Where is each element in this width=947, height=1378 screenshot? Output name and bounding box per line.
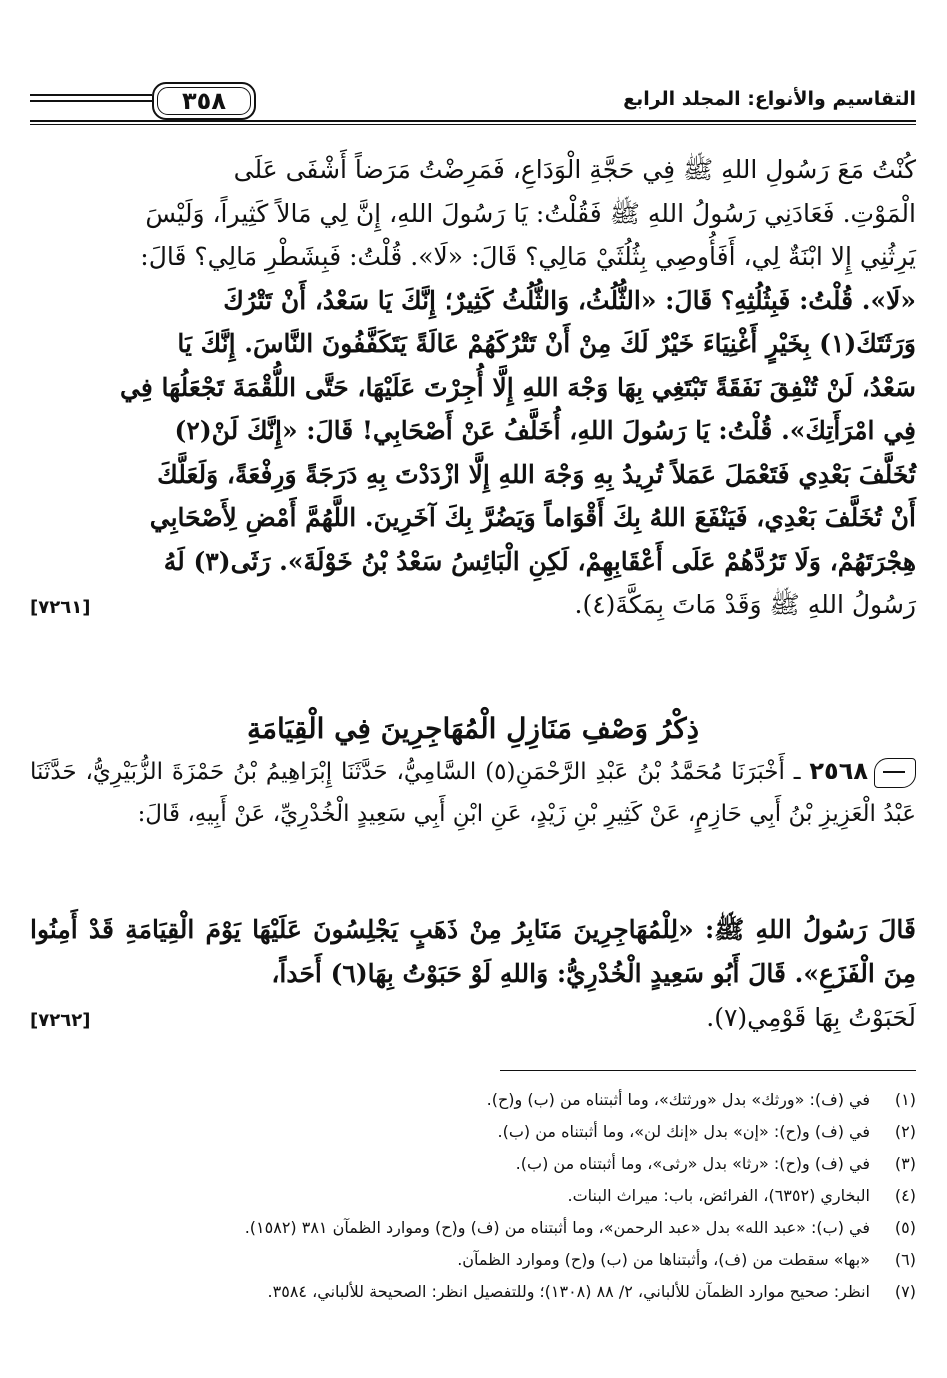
text-line: سَعْدُ، لَنْ تُنْفِقَ نَفَقَةً تَبْتَغِي بِهَا وَجْهَ اللهِ إِلَّا أُجِرْتَ عَلَيْهَا، حَتَّى اللُّقْمَةَ تَجْعَلُهَا فِي [120, 372, 916, 402]
footnote [30, 1084, 916, 1116]
footnote-rule [500, 1070, 916, 1071]
text-line: فِي امْرَأَتِكَ». قُلْتُ: يَا رَسُولَ اللهِ، أُخَلَّفُ عَنْ أَصْحَابِي! قَالَ: «إِنَّكَ لَنْ(٢) [174, 416, 916, 445]
akhbarana-ornament-icon [874, 758, 916, 788]
footnote [30, 1212, 916, 1244]
section-title: ذِكْرُ وَصْفِ مَنَازِلِ الْمُهَاجِرِينَ فِي الْقِيَامَةِ [246, 712, 700, 745]
footnote [30, 1116, 916, 1148]
text-line: يَرِثُنِي إِلا ابْنَةٌ لِي، أَفَأُوصِي بِثُلُثَيْ مَالِي؟ قَالَ: «لَا». قُلْتُ: فَبِشَطْرِ مَالِي؟ قَالَ: [140, 242, 916, 271]
text-line: كُنْتُ مَعَ رَسُولِ اللهِ ﷺ فِي حَجَّةِ الْوَدَاعِ، فَمَرِضْتُ مَرَضاً أَشْفَى عَلَى [233, 155, 916, 184]
footnote-text: في (ف): «ورثك» بدل «ورثتك»، وما أثبتناه من (ب) و(ح). [486, 1090, 870, 1109]
footnote-text: في (ف) و(ح): «رثا» بدل «رثى»، وما أثبتناه من (ب). [515, 1154, 870, 1173]
text-line: تُخَلَّفَ بَعْدِي فَتَعْمَلَ عَمَلاً تُرِيدُ بِهِ وَجْهَ اللهِ إِلَّا ازْدَدْتَ بِهِ دَرَجَةً وَرِفْعَةً، وَلَعَلَّكَ [157, 459, 916, 489]
footnote-number: (٤) [894, 1186, 916, 1205]
text-line: وَرَثَتَكَ(١) بِخَيْرٍ أَغْنِيَاءَ خَيْرٌ لَكَ مِنْ أَنْ تَتْرُكَهُمْ عَالَةً يَتَكَفَّفُونَ النَّاسَ. إِنَّكَ يَا [177, 329, 916, 358]
text-line-last: رَسُولُ اللهِ ﷺ وَقَدْ مَاتَ بِمَكَّةَ(٤). [574, 590, 916, 619]
isnad-text: ـ أَخْبَرَنَا مُحَمَّدُ بْنُ عَبْدِ الرَّحْمَنِ(٥) السَّامِيُّ، حَدَّثَنَا إِبْرَاهِيمُ بْنُ حَمْزَةَ الزُّبَيْرِيُّ، حَدَّثَنَا عَبْدُ الْعَزِيزِ بْنُ أَبِي حَازِمٍ، عَنْ كَثِيرِ بْنِ زَيْدٍ، عَنِ ابْنِ أَبِي سَعِيدٍ الْخُدْرِيِّ، عَنْ أَبِيهِ، قَالَ: [30, 759, 916, 827]
text-line: أَنْ تُخَلَّفَ بَعْدِي، فَيَنْفَعَ اللهُ بِكَ أَقْوَاماً وَيَضُرَّ بِكَ آخَرِينَ. اللَّهُمَّ أَمْضِ لِأَصْحَابِي [149, 503, 916, 532]
footnote [30, 1148, 916, 1180]
header-rule [30, 120, 916, 122]
hadith-ref: [٧٢٦٢] [30, 1010, 91, 1031]
footnote-number: (٣) [894, 1154, 916, 1173]
footnote-number: (٧) [894, 1282, 916, 1301]
running-head: التقاسيم والأنواع: المجلد الرابع [623, 88, 916, 110]
page-number: ٣٥٨ [152, 82, 256, 120]
footnotes [30, 1084, 916, 1308]
footnote-text: «بها» سقطت من (ف)، وأثبتناها من (ب) و(ح) وموارد الظمآن. [457, 1250, 870, 1269]
matn-text: قَالَ رَسُولُ اللهِ ﷺ: «لِلْمُهَاجِرِينَ مَنَابِرُ مِنْ ذَهَبٍ يَجْلِسُونَ عَلَيْهَا يَوْمَ الْقِيَامَةِ قَدْ أَمِنُوا مِنَ الْفَزَعِ». قَالَ أَبُو سَعِيدٍ الْخُدْرِيُّ: وَاللهِ لَوْ حَبَوْتُ بِهَا(٦) أَحَداً، [30, 915, 916, 988]
footnote-number: (٥) [894, 1218, 916, 1237]
hadith-number: ٢٥٦٨ [809, 757, 868, 785]
text-line: «لَا». قُلْتُ: فَبِثُلُثِهِ؟ قَالَ: «الثُّلُثُ، وَالثُّلُثُ كَثِيرٌ؛ إِنَّكَ يَا سَعْدُ، أَنْ تَتْرُكَ [223, 285, 916, 315]
footnote [30, 1180, 916, 1212]
header-rule [30, 100, 152, 102]
hadith-matn [30, 908, 916, 1043]
footnote [30, 1276, 916, 1308]
hadith-continuation [30, 148, 916, 630]
footnote [30, 1244, 916, 1276]
footnote-text: في (ف) و(ح): «إن» بدل «إنك لن»، وما أثبتناه من (ب). [497, 1122, 870, 1141]
footnote-text: انظر: صحيح موارد الظمآن للألباني، ٢/ ٨٨ (١٣٠٨)؛ وللتفصيل انظر: الصحيحة للألباني، ٣٥٨٤. [267, 1282, 870, 1301]
text-line [30, 583, 916, 630]
text-line [30, 996, 916, 1043]
text-line: الْمَوْتِ. فَعَادَنِي رَسُولُ اللهِ ﷺ فَقُلْتُ: يَا رَسُولَ اللهِ، إِنَّ لِي مَالاً كَثِيراً، وَلَيْسَ [145, 198, 916, 228]
page-header [30, 78, 916, 122]
footnote-number: (١) [894, 1090, 916, 1109]
text-line: هِجْرَتَهُمْ، وَلَا تَرُدَّهُمْ عَلَى أَعْقَابِهِمْ، لَكِنِ الْبَائِسُ سَعْدُ بْنُ خَوْلَةَ». رَثَى(٣) لَهُ [163, 546, 916, 576]
header-rule [30, 94, 152, 96]
matn-last: لَحَبَوْتُ بِهَا قَوْمِي(٧). [706, 1003, 916, 1032]
footnote-number: (٢) [894, 1122, 916, 1141]
footnote-text: البخاري (٦٣٥٢)، الفرائض، باب: ميراث البنات. [567, 1186, 870, 1205]
footnote-text: في (ب): «عبد الله» بدل «عبد الرحمن»، وما أثبتناه من (ف) و(ح) وموارد الظمآن ٣٨١ (١٥٨٢). [244, 1218, 870, 1237]
hadith-ref: [٧٢٦١] [30, 597, 91, 618]
footnote-number: (٦) [894, 1250, 916, 1269]
hadith-isnad [30, 750, 916, 835]
header-rule [30, 124, 916, 125]
